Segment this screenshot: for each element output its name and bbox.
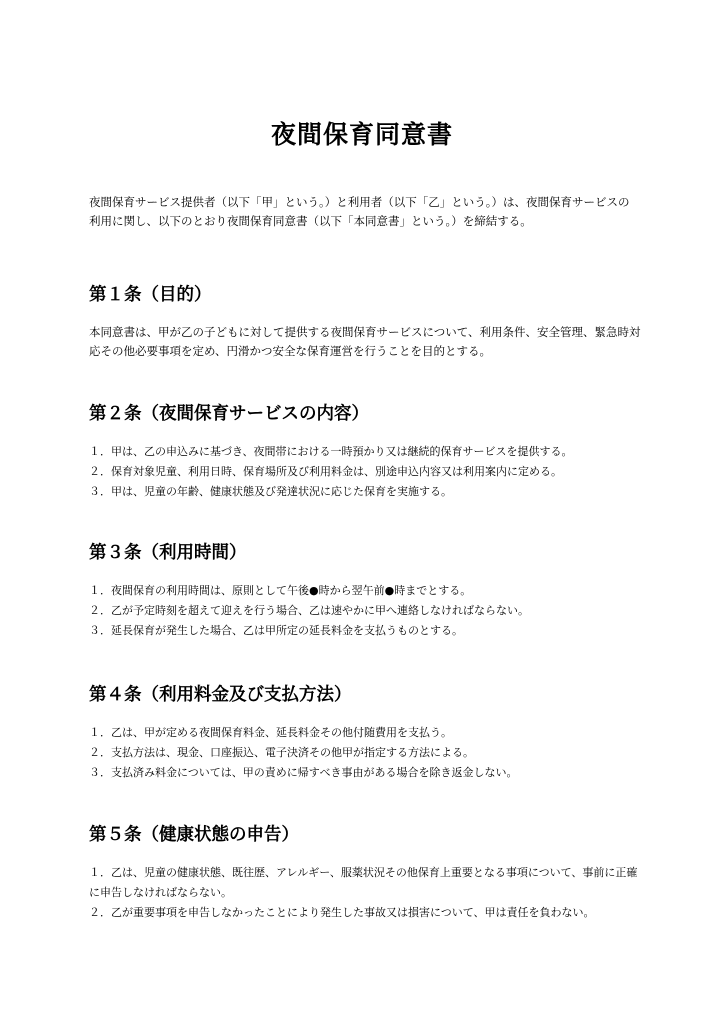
article-5 — [89, 823, 641, 923]
article-item: １．夜間保育の利用時間は、原則として午後●時から翌午前●時までとする。 — [89, 584, 472, 597]
article-heading: 第２条（夜間保育サービスの内容） — [89, 404, 369, 424]
document-title: 夜間保育同意書 — [270, 120, 453, 149]
intro-paragraph: 夜間保育サービス提供者（以下「甲」という。）と利用者（以下「乙」という。）は、夜間保育サービスの利用に関し、以下のとおり夜間保育同意書（以下「本同意書」という。）を締結する。 — [89, 195, 630, 228]
article-item: １．甲は、乙の申込みに基づき、夜間帯における一時預かり又は継続的保育サービスを提供する。 — [89, 445, 573, 458]
article-1 — [89, 283, 641, 361]
article-item: １．乙は、児童の健康状態、既往歴、アレルギー、服薬状況その他保育上重要となる事項について、事前に正確に申告しなければならない。 — [89, 866, 638, 899]
article-item: ３．甲は、児童の年齢、健康状態及び発達状況に応じた保育を実施する。 — [89, 485, 452, 498]
article-item-list — [89, 863, 641, 923]
article-item: ２．保育対象児童、利用日時、保育場所及び利用料金は、別途申込内容又は利用案内に定める。 — [89, 465, 562, 478]
article-heading: 第１条（目的） — [89, 285, 212, 305]
article-item-list — [89, 442, 641, 502]
article-4 — [89, 683, 641, 783]
article-item: ３．延長保育が発生した場合、乙は甲所定の延長料金を支払うものとする。 — [89, 624, 463, 637]
article-3 — [89, 541, 641, 641]
article-item: ２．乙が重要事項を申告しなかったことにより発生した事故又は損害について、甲は責任を負わない。 — [89, 906, 595, 919]
article-heading: 第３条（利用時間） — [89, 543, 247, 563]
article-item-list — [89, 581, 641, 641]
article-2 — [89, 402, 641, 502]
article-heading: 第４条（利用料金及び支払方法） — [89, 685, 352, 705]
article-item: ２．乙が予定時刻を超えて迎えを行う場合、乙は速やかに甲へ連絡しなければならない。 — [89, 604, 529, 617]
article-body: 本同意書は、甲が乙の子どもに対して提供する夜間保育サービスについて、利用条件、安全管理、緊急時対応その他必要事項を定め、円滑かつ安全な保育運営を行うことを目的とする。 — [89, 325, 641, 358]
article-item: ２．支払方法は、現金、口座振込、電子決済その他甲が指定する方法による。 — [89, 746, 474, 759]
article-item-list — [89, 723, 641, 783]
article-item: １．乙は、甲が定める夜間保育料金、延長料金その他付随費用を支払う。 — [89, 726, 452, 739]
article-heading: 第５条（健康状態の申告） — [89, 825, 299, 845]
article-item: ３．支払済み料金については、甲の責めに帰すべき事由がある場合を除き返金しない。 — [89, 766, 518, 779]
